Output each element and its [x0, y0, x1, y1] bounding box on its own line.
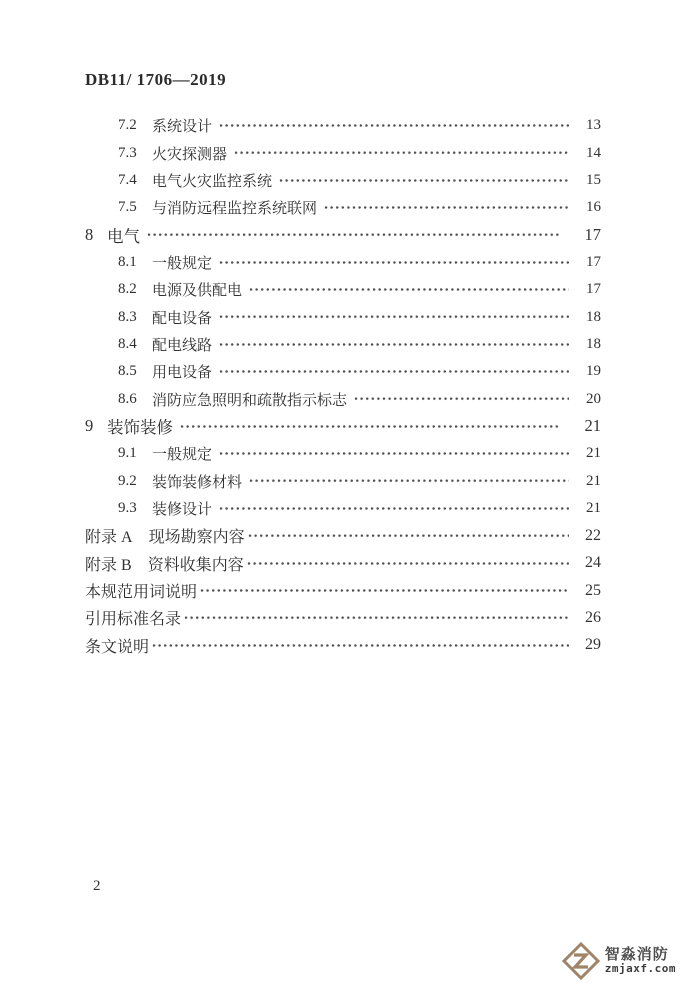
toc-entry	[85, 249, 601, 276]
toc-entry-number: 8.2	[118, 281, 137, 298]
toc-entry-number: 8.6	[118, 390, 137, 407]
toc-entry-number: 8.5	[118, 363, 137, 380]
toc-entry-page: 24	[585, 554, 601, 572]
toc-entry	[85, 139, 601, 166]
toc-entry-page: 21	[584, 416, 601, 436]
toc-entry-page: 26	[585, 608, 601, 626]
toc-entry	[85, 467, 601, 494]
toc-entry-label: 现场勘察内容	[148, 529, 245, 547]
toc-entry-label: 消防应急照明和疏散指示标志	[152, 392, 348, 409]
toc-entry-number: 8.1	[118, 253, 137, 270]
toc-entry	[85, 112, 601, 139]
toc-entry-page: 25	[585, 581, 601, 599]
toc-entry	[85, 604, 601, 631]
toc-entry	[85, 167, 601, 194]
toc-entry-number: 7.4	[118, 171, 137, 188]
dot-leader	[324, 194, 569, 221]
toc-entry	[85, 632, 601, 659]
dot-leader	[219, 358, 569, 385]
zhimiao-logo-icon	[561, 941, 601, 981]
toc-entry-page: 22	[585, 526, 601, 544]
toc-entry	[85, 385, 601, 412]
toc-entry-label: 资料收集内容	[147, 556, 244, 574]
toc-entry-number: 7.3	[118, 144, 137, 161]
toc-entry-label: 本规范用词说明	[85, 584, 198, 602]
toc-entry-label: 装饰装修	[107, 418, 173, 438]
toc-entry-label: 与消防远程监控系统联网	[152, 201, 318, 218]
dot-leader	[219, 249, 569, 276]
folio-page-number: 2	[93, 878, 101, 894]
toc-entry-page: 15	[586, 171, 601, 188]
toc-entry	[85, 522, 601, 549]
dot-leader	[219, 440, 569, 467]
toc-entry-page: 17	[584, 225, 601, 245]
dot-leader	[219, 112, 569, 139]
toc-entry-label: 条文说明	[85, 638, 150, 656]
toc-entry-number: 8	[85, 225, 94, 245]
toc-entry-label: 装修设计	[152, 501, 213, 518]
toc-entry-page: 20	[586, 390, 601, 407]
toc-entry-number: 7.2	[118, 117, 137, 134]
dot-leader	[279, 167, 569, 194]
toc-entry	[85, 550, 601, 577]
toc-entry-page: 18	[586, 308, 601, 325]
toc-entry-label: 一般规定	[152, 255, 213, 272]
document-code: DB11/ 1706—2019	[85, 70, 227, 89]
toc-entry	[85, 495, 601, 522]
dot-leader	[234, 139, 569, 166]
toc-entry-number: 7.5	[118, 199, 137, 216]
toc-entry-label: 系统设计	[152, 119, 213, 136]
toc-entry-page: 13	[586, 117, 601, 134]
toc-entry-label: 用电设备	[152, 365, 213, 382]
toc-entry-label: 配电设备	[152, 310, 213, 327]
toc-entry-label: 火灾探测器	[152, 146, 228, 163]
dot-leader	[200, 577, 569, 604]
dot-leader	[147, 221, 561, 248]
toc-entry-page: 19	[586, 363, 601, 380]
toc-entry	[85, 276, 601, 303]
watermark-site: zmjaxf.com	[604, 962, 676, 976]
toc-entry-page: 21	[586, 472, 601, 489]
toc-entry-page: 17	[586, 281, 601, 298]
toc-entry	[85, 577, 601, 604]
table-of-contents	[85, 112, 601, 659]
toc-entry-page: 21	[586, 445, 601, 462]
toc-entry	[85, 194, 601, 221]
toc-entry	[85, 413, 601, 440]
toc-entry-label: 一般规定	[152, 447, 213, 464]
dot-leader	[184, 604, 569, 631]
toc-entry-number: 附录 A	[85, 529, 133, 547]
watermark	[561, 941, 676, 981]
toc-entry-label: 电气	[107, 227, 140, 247]
dot-leader	[247, 550, 569, 577]
toc-entry-number: 8.4	[118, 335, 137, 352]
toc-entry-label: 电气火灾监控系统	[152, 173, 273, 190]
toc-entry-label: 装饰装修材料	[152, 474, 243, 491]
toc-entry	[85, 221, 601, 248]
toc-entry-number: 9.3	[118, 499, 137, 516]
dot-leader	[248, 522, 569, 549]
toc-entry-label: 引用标准名录	[85, 611, 182, 629]
toc-entry	[85, 440, 601, 467]
toc-entry-number: 8.3	[118, 308, 137, 325]
toc-entry-page: 21	[586, 499, 601, 516]
toc-entry-page: 17	[586, 253, 601, 270]
toc-entry-number: 9.1	[118, 445, 137, 462]
toc-entry-number: 附录 B	[85, 556, 132, 574]
dot-leader	[354, 385, 569, 412]
dot-leader	[219, 331, 569, 358]
dot-leader	[180, 413, 561, 440]
toc-entry-page: 14	[586, 144, 601, 161]
toc-entry-label: 电源及供配电	[152, 283, 243, 300]
dot-leader	[249, 276, 569, 303]
toc-entry	[85, 331, 601, 358]
toc-entry-number: 9	[85, 416, 94, 436]
dot-leader	[249, 467, 569, 494]
watermark-text	[605, 947, 676, 974]
toc-entry-page: 16	[586, 199, 601, 216]
toc-entry	[85, 303, 601, 330]
toc-entry-label: 配电线路	[152, 337, 213, 354]
dot-leader	[219, 303, 569, 330]
dot-leader	[152, 632, 569, 659]
toc-entry-page: 18	[586, 335, 601, 352]
watermark-brand: 智淼消防	[604, 946, 669, 964]
toc-entry-number: 9.2	[118, 472, 137, 489]
toc-entry	[85, 358, 601, 385]
toc-entry-page: 29	[585, 636, 601, 654]
dot-leader	[219, 495, 569, 522]
